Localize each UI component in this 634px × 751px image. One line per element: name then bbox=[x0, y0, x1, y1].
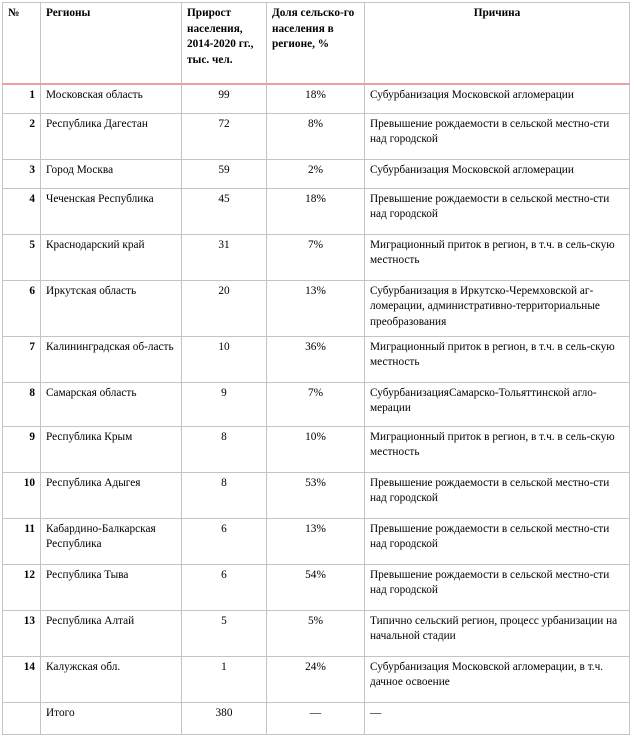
cell-num: 1 bbox=[3, 84, 41, 113]
table-row bbox=[3, 113, 630, 159]
table-row bbox=[3, 426, 630, 472]
table-row bbox=[3, 234, 630, 280]
header-share: Доля сельско-го населения в регионе, % bbox=[267, 3, 365, 85]
cell-region: Чеченская Республика bbox=[41, 188, 182, 234]
cell-num: 7 bbox=[3, 336, 41, 382]
cell-num: 5 bbox=[3, 234, 41, 280]
cell-reason: Субурбанизация Московской агломерации bbox=[365, 84, 630, 113]
header-num: № bbox=[3, 3, 41, 85]
cell-share: 5% bbox=[267, 610, 365, 656]
cell-gain: 99 bbox=[182, 84, 267, 113]
cell-reason: Субурбанизация Московской агломерации bbox=[365, 159, 630, 188]
table-row bbox=[3, 336, 630, 382]
table-row bbox=[3, 472, 630, 518]
cell-share: 24% bbox=[267, 656, 365, 702]
cell-region: Краснодарский край bbox=[41, 234, 182, 280]
table-row bbox=[3, 610, 630, 656]
cell-gain: 5 bbox=[182, 610, 267, 656]
table-row bbox=[3, 518, 630, 564]
cell-reason: Миграционный приток в регион, в т.ч. в сель-скую местность bbox=[365, 426, 630, 472]
cell-num: 4 bbox=[3, 188, 41, 234]
cell-share: 10% bbox=[267, 426, 365, 472]
cell-share: 8% bbox=[267, 113, 365, 159]
cell-share: 53% bbox=[267, 472, 365, 518]
cell-share: — bbox=[267, 702, 365, 734]
cell-region: Московская область bbox=[41, 84, 182, 113]
cell-reason: Превышение рождаемости в сельской местно-сти над городской bbox=[365, 188, 630, 234]
cell-gain: 380 bbox=[182, 702, 267, 734]
header-reason: Причина bbox=[365, 3, 630, 85]
cell-reason: Типично сельский регион, процесс урбанизации на начальной стадии bbox=[365, 610, 630, 656]
cell-gain: 8 bbox=[182, 472, 267, 518]
cell-gain: 9 bbox=[182, 382, 267, 426]
cell-num: 9 bbox=[3, 426, 41, 472]
table-row bbox=[3, 188, 630, 234]
cell-reason: Миграционный приток в регион, в т.ч. в сель-скую местность bbox=[365, 336, 630, 382]
cell-region: Республика Тыва bbox=[41, 564, 182, 610]
cell-share: 7% bbox=[267, 382, 365, 426]
cell-num: 8 bbox=[3, 382, 41, 426]
cell-gain: 8 bbox=[182, 426, 267, 472]
table-header-row bbox=[3, 3, 630, 85]
cell-share: 36% bbox=[267, 336, 365, 382]
cell-num: 12 bbox=[3, 564, 41, 610]
cell-num: 10 bbox=[3, 472, 41, 518]
cell-region: Республика Дагестан bbox=[41, 113, 182, 159]
cell-gain: 72 bbox=[182, 113, 267, 159]
cell-region: Итого bbox=[41, 702, 182, 734]
cell-gain: 10 bbox=[182, 336, 267, 382]
cell-region: Калужская обл. bbox=[41, 656, 182, 702]
cell-reason: Миграционный приток в регион, в т.ч. в сель-скую местность bbox=[365, 234, 630, 280]
cell-reason: — bbox=[365, 702, 630, 734]
header-region: Регионы bbox=[41, 3, 182, 85]
cell-share: 7% bbox=[267, 234, 365, 280]
table-row bbox=[3, 564, 630, 610]
cell-num: 3 bbox=[3, 159, 41, 188]
cell-reason: Субурбанизация в Иркутско-Черемховской аг-ломерации, административно-территориальные преобразования bbox=[365, 280, 630, 336]
cell-gain: 59 bbox=[182, 159, 267, 188]
cell-region: Калининградская об-ласть bbox=[41, 336, 182, 382]
cell-region: Республика Адыгея bbox=[41, 472, 182, 518]
cell-share: 18% bbox=[267, 188, 365, 234]
cell-num: 2 bbox=[3, 113, 41, 159]
cell-num: 6 bbox=[3, 280, 41, 336]
cell-reason: Превышение рождаемости в сельской местно-сти над городской bbox=[365, 564, 630, 610]
cell-region: Город Москва bbox=[41, 159, 182, 188]
table-row bbox=[3, 656, 630, 702]
cell-gain: 6 bbox=[182, 564, 267, 610]
table-row bbox=[3, 84, 630, 113]
cell-region: Самарская область bbox=[41, 382, 182, 426]
table-row bbox=[3, 159, 630, 188]
cell-num: 14 bbox=[3, 656, 41, 702]
cell-share: 18% bbox=[267, 84, 365, 113]
total-row bbox=[3, 702, 630, 734]
cell-share: 13% bbox=[267, 280, 365, 336]
cell-gain: 6 bbox=[182, 518, 267, 564]
cell-reason: Превышение рождаемости в сельской местно-сти над городской bbox=[365, 113, 630, 159]
cell-num: 13 bbox=[3, 610, 41, 656]
cell-reason: Превышение рождаемости в сельской местно-сти над городской bbox=[365, 518, 630, 564]
cell-reason: Превышение рождаемости в сельской местно-сти над городской bbox=[365, 472, 630, 518]
cell-gain: 45 bbox=[182, 188, 267, 234]
cell-region: Кабардино-Балкарская Республика bbox=[41, 518, 182, 564]
cell-share: 54% bbox=[267, 564, 365, 610]
table-row bbox=[3, 280, 630, 336]
cell-region: Иркутская область bbox=[41, 280, 182, 336]
cell-reason: СубурбанизацияСамарско-Тольяттинской агло-мерации bbox=[365, 382, 630, 426]
header-gain: Прирост населения, 2014-2020 гг., тыс. чел. bbox=[182, 3, 267, 85]
cell-region: Республика Крым bbox=[41, 426, 182, 472]
cell-num: 11 bbox=[3, 518, 41, 564]
table-row bbox=[3, 382, 630, 426]
cell-share: 13% bbox=[267, 518, 365, 564]
population-growth-table bbox=[2, 2, 630, 735]
cell-num bbox=[3, 702, 41, 734]
cell-reason: Субурбанизация Московской агломерации, в т.ч. дачное освоение bbox=[365, 656, 630, 702]
cell-gain: 1 bbox=[182, 656, 267, 702]
cell-share: 2% bbox=[267, 159, 365, 188]
cell-region: Республика Алтай bbox=[41, 610, 182, 656]
cell-gain: 31 bbox=[182, 234, 267, 280]
cell-gain: 20 bbox=[182, 280, 267, 336]
